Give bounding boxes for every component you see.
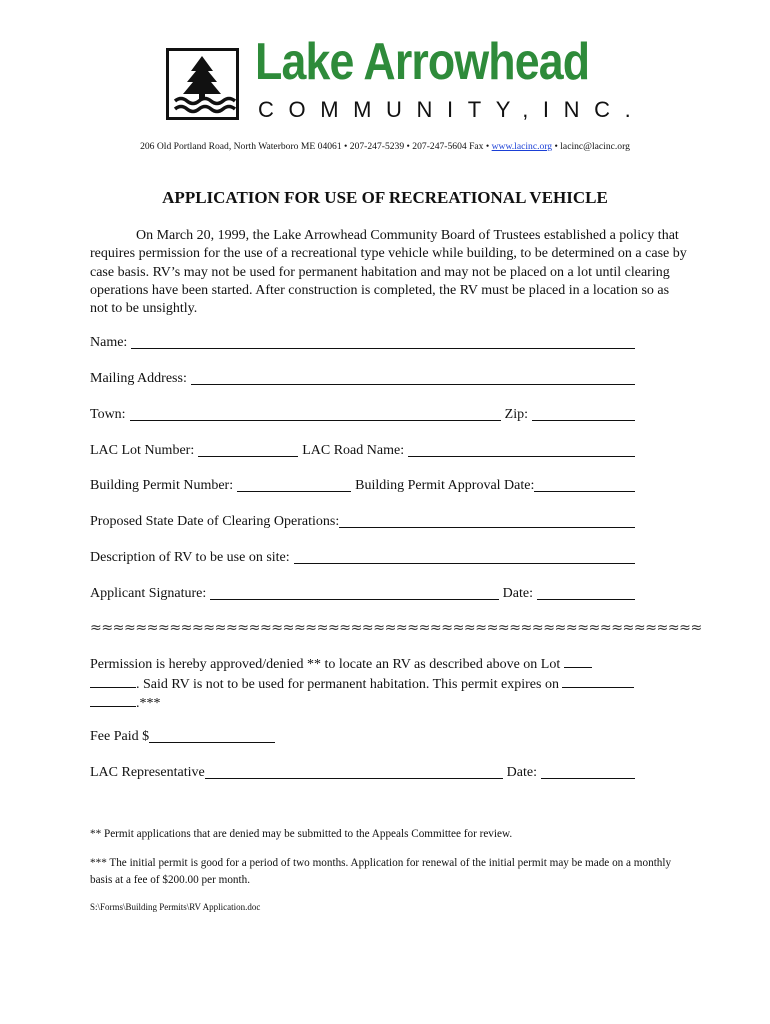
approval-text-3: .*** (136, 696, 161, 711)
clearing-date-row (90, 511, 635, 531)
clearing-date-label: Proposed State Date of Clearing Operations: (90, 514, 340, 529)
note-denied: ** Permit applications that are denied may be submitted to the Appeals Committee for review. (90, 828, 513, 840)
lot-number-field[interactable] (198, 443, 298, 457)
town-label: Town: (90, 407, 126, 422)
lot-road-row (90, 440, 635, 460)
lot-blank[interactable] (564, 655, 592, 668)
town-field[interactable] (130, 407, 501, 421)
zip-field[interactable] (532, 407, 635, 421)
permit-approval-date-field[interactable] (534, 478, 635, 492)
date-field[interactable] (537, 586, 635, 600)
lac-representative-field[interactable] (205, 765, 503, 779)
email-text: • lacinc@lacinc.org (552, 141, 630, 152)
road-name-field[interactable] (408, 443, 635, 457)
brand-name: Lake Arrowhead (255, 33, 590, 91)
name-field[interactable] (131, 335, 635, 349)
fee-paid-label: Fee Paid $ (90, 729, 150, 744)
rv-description-row (90, 547, 635, 567)
page-title: APPLICATION FOR USE OF RECREATIONAL VEHICLE (162, 188, 608, 207)
lot-blank-continued[interactable] (90, 675, 136, 688)
logo-mark (166, 48, 239, 120)
representative-row (90, 762, 635, 782)
mailing-address-field[interactable] (191, 371, 635, 385)
approval-text-2: . Said RV is not to be used for permanent habitation. This permit expires on (136, 676, 559, 692)
approval-paragraph (90, 655, 690, 714)
name-label: Name: (90, 335, 128, 350)
mailing-address-label: Mailing Address: (90, 371, 187, 386)
fee-paid-row (90, 726, 275, 746)
intro-text: On March 20, 1999, the Lake Arrowhead Community Board of Trustees established a policy that requires permission for the use of a recreational type vehicle while building, to be determined on a case by case basis. RV’s may not be used for permanent habitation and may not be placed on a lot until clearing operations have been started. After construction is completed, the RV must be placed in a location so as not to be unsightly. (90, 228, 687, 317)
town-zip-row (90, 404, 635, 424)
permit-row (90, 475, 635, 495)
permit-approval-date-label: Building Permit Approval Date: (355, 478, 535, 493)
brand-subtitle: COMMUNITY,INC. (258, 97, 646, 122)
file-path: S:\Forms\Building Permits\RV Application.doc (90, 902, 261, 912)
expiry-date-blank[interactable] (562, 675, 634, 688)
permit-number-label: Building Permit Number: (90, 478, 234, 493)
address-line (0, 141, 770, 152)
permit-number-field[interactable] (237, 478, 351, 492)
applicant-signature-label: Applicant Signature: (90, 586, 207, 601)
date-label: Date: (502, 586, 533, 601)
fee-paid-field[interactable] (149, 729, 275, 743)
clearing-date-field[interactable] (339, 514, 635, 528)
signature-row (90, 583, 635, 603)
mailing-address-row (90, 368, 635, 388)
lot-number-label: LAC Lot Number: (90, 443, 195, 458)
lac-representative-label: LAC Representative (90, 765, 205, 780)
rv-description-label: Description of RV to be use on site: (90, 550, 290, 565)
rep-date-field[interactable] (541, 765, 635, 779)
zip-label: Zip: (504, 407, 528, 422)
address-text: 206 Old Portland Road, North Waterboro ME 04061 • 207-247-5239 • 207-247-5604 Fax • (140, 141, 492, 152)
website-link[interactable]: www.lacinc.org (491, 141, 553, 152)
rep-date-label: Date: (506, 765, 537, 780)
road-name-label: LAC Road Name: (302, 443, 405, 458)
rv-description-field[interactable] (294, 550, 635, 564)
intro-paragraph (90, 227, 690, 318)
approval-text-1: Permission is hereby approved/denied ** to locate an RV as described above on Lot (90, 657, 561, 672)
tree-water-icon (169, 51, 236, 117)
name-row (90, 332, 635, 352)
applicant-signature-field[interactable] (210, 586, 498, 600)
note-renewal: *** The initial permit is good for a period of two months. Application for renewal of the initial permit may be made on a monthly basis at a fee of $200.00 per month. (90, 857, 672, 886)
section-divider: ≈≈≈≈≈≈≈≈≈≈≈≈≈≈≈≈≈≈≈≈≈≈≈≈≈≈≈≈≈≈≈≈≈≈≈≈≈≈≈≈≈≈≈≈≈≈≈≈≈≈≈≈≈≈ (90, 620, 702, 636)
expiry-date-blank-continued[interactable] (90, 694, 136, 707)
